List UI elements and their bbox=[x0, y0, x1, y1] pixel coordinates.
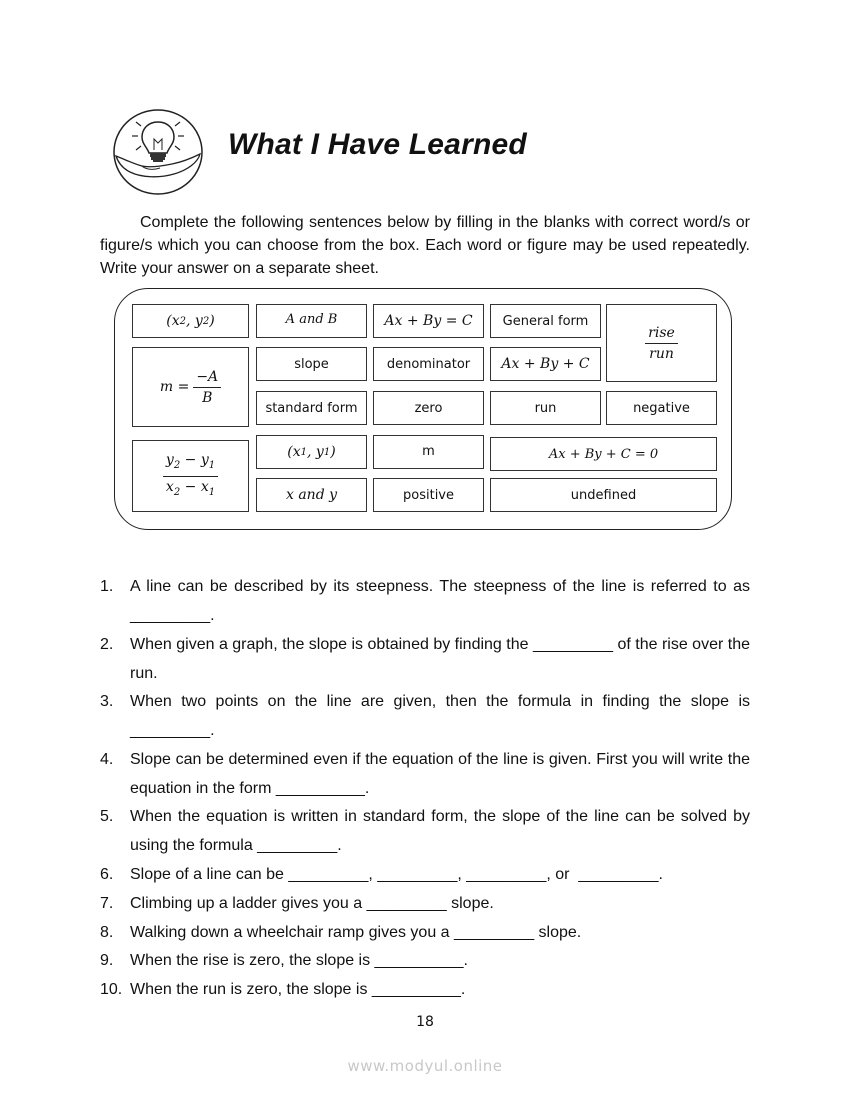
question-number: 8. bbox=[100, 924, 114, 941]
question-number: 2. bbox=[100, 636, 114, 653]
choice-x1-y1-sub-y: 1 bbox=[323, 446, 331, 458]
two-point-fraction bbox=[163, 452, 218, 501]
question-item bbox=[100, 946, 750, 975]
question-item bbox=[100, 572, 750, 630]
x2-sub: 2 bbox=[173, 486, 181, 498]
choice-zero: zero bbox=[373, 391, 484, 425]
choice-negative: negative bbox=[606, 391, 717, 425]
choice-x1-y1-mid: , y bbox=[307, 444, 324, 460]
watermark: www.modyul.online bbox=[347, 1057, 503, 1075]
neg-a-over-b-fraction bbox=[193, 369, 221, 406]
question-number: 6. bbox=[100, 866, 114, 883]
lightbulb-hand-icon bbox=[112, 108, 206, 198]
choice-slope: slope bbox=[256, 347, 367, 381]
choice-rise-over-run bbox=[606, 304, 717, 382]
choice-positive: positive bbox=[373, 478, 484, 512]
choice-two-point-slope-formula bbox=[132, 440, 249, 512]
choice-ax-by-c: Ax + By + C bbox=[490, 347, 601, 381]
question-item bbox=[100, 975, 750, 1004]
question-item bbox=[100, 860, 750, 889]
instructions-paragraph: Complete the following sentences below by filling in the blanks with correct word/s or figure/s which you can choose from the box. Each word or figure may be used repeatedly. Write your answer on a separate sheet. bbox=[100, 214, 750, 277]
m-formula-lhs: m = bbox=[159, 379, 190, 395]
rise-numerator: rise bbox=[645, 325, 678, 344]
question-text: When the rise is zero, the slope is __________. bbox=[130, 952, 468, 969]
rise-over-run-fraction bbox=[645, 325, 678, 362]
question-text: Walking down a wheelchair ramp gives you a _________ slope. bbox=[130, 924, 582, 941]
question-number: 9. bbox=[100, 952, 114, 969]
run-denominator: run bbox=[649, 345, 674, 362]
question-text: When the run is zero, the slope is __________. bbox=[130, 981, 466, 998]
question-number: 5. bbox=[100, 808, 114, 825]
choice-x2-y2-sub-y: 2 bbox=[202, 315, 210, 327]
choice-x2-y2-sub-x: 2 bbox=[179, 315, 187, 327]
question-text: A line can be described by its steepness. The steepness of the line is referred to as _________. bbox=[130, 578, 750, 624]
choice-x2-y2-close: ) bbox=[209, 313, 215, 329]
choice-undefined: undefined bbox=[490, 478, 717, 512]
question-item bbox=[100, 802, 750, 860]
b-denominator: B bbox=[202, 389, 213, 406]
question-item bbox=[100, 889, 750, 918]
question-number: 1. bbox=[100, 578, 114, 595]
choice-m-equals-neg-a-over-b bbox=[132, 347, 249, 427]
page-title: What I Have Learned bbox=[228, 128, 527, 161]
choice-m: m bbox=[373, 435, 484, 469]
choice-x2-y2 bbox=[132, 304, 249, 338]
choice-x1-y1-close: ) bbox=[330, 444, 336, 460]
x1-sub: 1 bbox=[208, 486, 216, 498]
x2-var: x bbox=[165, 478, 174, 495]
choice-ax-by-c-eq-zero: Ax + By + C = 0 bbox=[490, 437, 717, 471]
neg-a-numerator: −A bbox=[193, 369, 221, 388]
choice-x-and-y: x and y bbox=[256, 478, 367, 512]
question-item bbox=[100, 745, 750, 803]
question-item bbox=[100, 630, 750, 688]
choice-x1-y1-open: (x bbox=[287, 444, 301, 460]
question-item bbox=[100, 687, 750, 745]
choice-x1-y1-sub-x: 1 bbox=[300, 446, 308, 458]
choice-x1-y1 bbox=[256, 435, 367, 469]
y2-sub: 2 bbox=[173, 459, 181, 471]
question-number: 4. bbox=[100, 751, 114, 768]
question-number: 10. bbox=[100, 981, 123, 998]
question-text: Slope of a line can be _________, _________, _________, or _________. bbox=[130, 866, 663, 883]
y1-sub: 1 bbox=[208, 459, 216, 471]
question-text: When two points on the line are given, then the formula in finding the slope is _________. bbox=[130, 693, 750, 739]
question-text: Climbing up a ladder gives you a _________ slope. bbox=[130, 895, 494, 912]
y2-var: y bbox=[165, 451, 174, 468]
question-text: Slope can be determined even if the equation of the line is given. First you will write the equation in the form __________. bbox=[130, 751, 750, 797]
question-number: 7. bbox=[100, 895, 114, 912]
y2-minus-y1 bbox=[163, 452, 218, 477]
question-item bbox=[100, 918, 750, 947]
choice-a-and-b: A and B bbox=[256, 304, 367, 338]
question-text: When the equation is written in standard form, the slope of the line can be solved by using the formula _________. bbox=[130, 808, 750, 854]
x2-minus-x1 bbox=[163, 477, 218, 501]
choice-standard-form: standard form bbox=[256, 391, 367, 425]
choice-denominator: denominator bbox=[373, 347, 484, 381]
choice-run: run bbox=[490, 391, 601, 425]
choice-x2-y2-open: (x bbox=[166, 313, 180, 329]
question-number: 3. bbox=[100, 693, 114, 710]
choice-general-form: General form bbox=[490, 304, 601, 338]
choice-x2-y2-mid: , y bbox=[186, 313, 203, 329]
minus-y1-var: − y bbox=[180, 451, 209, 468]
page-number: 18 bbox=[416, 1014, 434, 1030]
choice-ax-by-eq-c: Ax + By = C bbox=[373, 304, 484, 338]
minus-x1-var: − x bbox=[180, 478, 209, 495]
question-text: When given a graph, the slope is obtained by finding the _________ of the rise over the run. bbox=[130, 636, 750, 682]
